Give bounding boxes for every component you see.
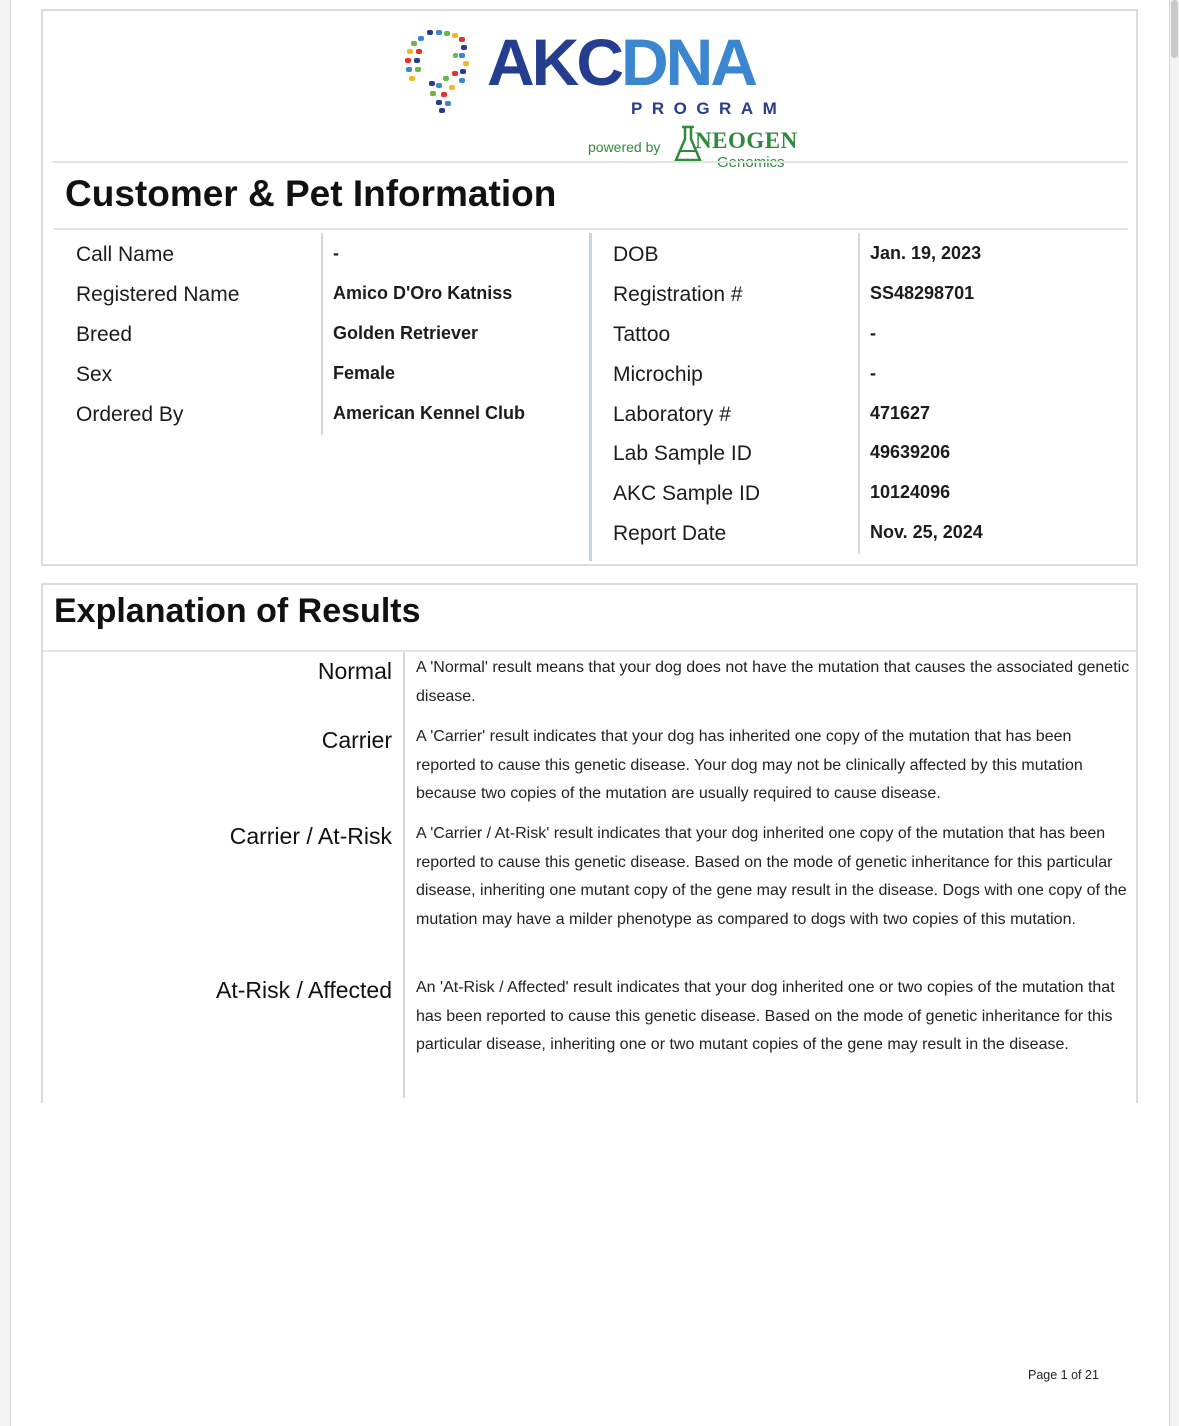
dob-value: Jan. 19, 2023 (870, 243, 982, 263)
logo-neogen-text: NEOGEN (695, 128, 798, 153)
explanation-card (41, 583, 1138, 1103)
registered-name-value: Amico D'Oro Katniss (333, 283, 513, 303)
call-name-value: - (333, 243, 339, 263)
column-divider (321, 233, 323, 435)
logo-program-text: PROGRAM (631, 99, 787, 118)
logo-akc-text: AKC (487, 25, 621, 99)
dna-helix-icon (383, 21, 483, 121)
logo-dna-text: DNA (621, 25, 755, 99)
lab-sample-id-value: 49639206 (870, 442, 951, 462)
report-date-value: Nov. 25, 2024 (870, 522, 983, 542)
term-normal: Normal (317, 658, 392, 684)
column-divider (858, 233, 860, 554)
tattoo-label: Tattoo (613, 323, 671, 346)
registered-name-label: Registered Name (76, 283, 240, 306)
desc-at-risk-affected: An 'At-Risk / Affected' result indicates that your dog inherited one or two copies of the mutation that has been reported to cause this genetic disease. Based on the mode of genetic inheritance for this particular disease, inheriting one or two mutant copies of the gene may result in the disease. (416, 979, 1115, 1054)
desc-carrier-at-risk: A 'Carrier / At-Risk' result indicates that your dog inherited one copy of the mutation that has been reported to cause this genetic disease. Based on the mode of genetic inheritance for this particular disease, inheriting one mutant copy of the gene may result in the disease. Dogs with one copy of the mutation may have a milder phenotype as compared to dogs with two copies of this mutation. (416, 825, 1127, 928)
ordered-by-label: Ordered By (76, 403, 184, 426)
customer-pet-title: Customer & Pet Information (65, 173, 557, 214)
akc-dna-logo (383, 21, 803, 171)
lab-sample-id-label: Lab Sample ID (613, 442, 752, 465)
scrollbar[interactable] (1170, 0, 1179, 1426)
sex-value: Female (333, 363, 396, 383)
registration-value: SS48298701 (870, 283, 975, 303)
scrollbar-thumb[interactable] (1171, 0, 1178, 58)
column-divider (589, 233, 592, 561)
registration-label: Registration # (613, 283, 743, 306)
divider (53, 228, 1128, 230)
divider (43, 650, 1136, 652)
customer-pet-card (41, 9, 1138, 566)
breed-label: Breed (76, 323, 133, 346)
divider (53, 161, 1128, 163)
page-number: Page 1 of 21 (1028, 1368, 1099, 1382)
term-at-risk-affected: At-Risk / Affected (216, 977, 392, 1003)
dob-label: DOB (613, 243, 659, 266)
logo-powered-by: powered by (588, 139, 661, 155)
laboratory-label: Laboratory # (613, 403, 731, 426)
sex-label: Sex (76, 363, 113, 386)
breed-value: Golden Retriever (333, 323, 479, 343)
laboratory-value: 471627 (870, 403, 931, 423)
call-name-label: Call Name (76, 243, 175, 266)
microchip-label: Microchip (613, 363, 703, 386)
akc-sample-id-label: AKC Sample ID (613, 482, 761, 505)
desc-normal: A 'Normal' result means that your dog does not have the mutation that causes the associated genetic disease. (416, 659, 1130, 705)
ordered-by-value: American Kennel Club (333, 403, 526, 423)
tattoo-value: - (870, 323, 876, 343)
akc-sample-id-value: 10124096 (870, 482, 951, 502)
microchip-value: - (870, 363, 876, 383)
explanation-title: Explanation of Results (54, 592, 421, 630)
column-divider (403, 652, 405, 1098)
term-carrier-at-risk: Carrier / At-Risk (229, 823, 392, 849)
term-carrier: Carrier (321, 727, 392, 753)
report-date-label: Report Date (613, 522, 727, 545)
akc-dna-wordmark (487, 25, 755, 99)
desc-carrier: A 'Carrier' result indicates that your dog has inherited one copy of the mutation that has been reported to cause this genetic disease. Your dog may not be clinically affected by this mutation because two copies of the mutation are usually required to cause disease. (416, 728, 1083, 803)
